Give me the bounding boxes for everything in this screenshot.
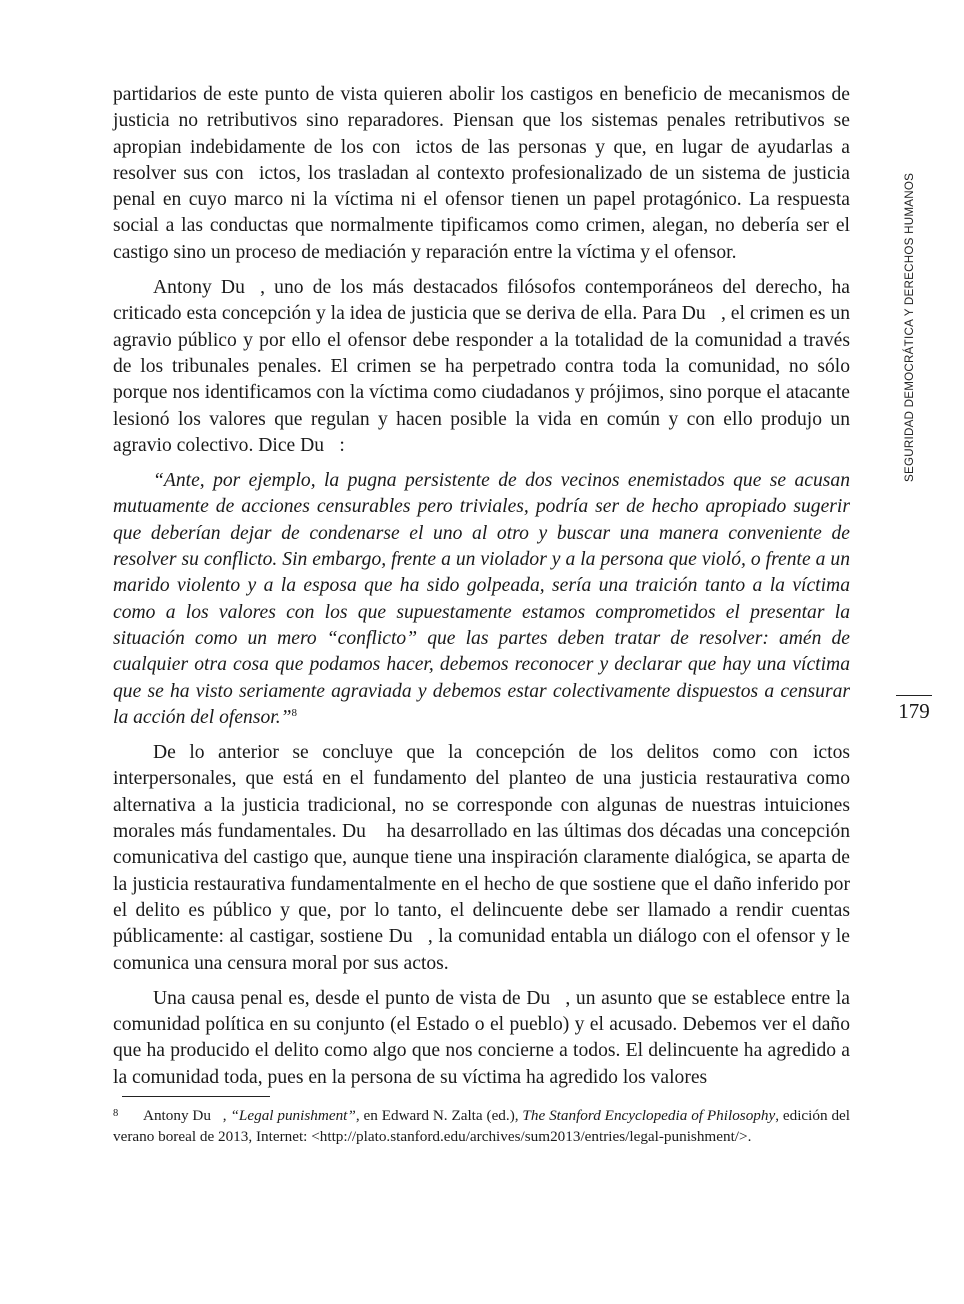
footnote xyxy=(113,1104,850,1147)
footnote-separator xyxy=(122,1096,270,1097)
paragraph-2: Antony Du , uno de los más destacados filósofos contemporáneos del derecho, ha criticado esta concepción y la idea de justicia que se deriva de ella. Para Du , el crimen es un agravio público y por ello el ofensor debe responder a la totalidad de la comunidad a través de los tribunales penales. El crimen se ha perpetrado contra toda la comunidad, no sólo porque nos identificamos con la víctima como ciudadanos y prójimos, sino porque el atacante lesionó los valores que regulan y hacen posible la vida en común y con ello produjo un agravio colectivo. Dice Du : xyxy=(113,277,850,456)
footnote-editor: , en Edward N. Zalta (ed.), xyxy=(355,1107,523,1124)
footnote-article-title: “Legal punishment” xyxy=(230,1107,356,1124)
footnote-author: Antony Du , xyxy=(143,1107,231,1124)
footnote-details: , edición del verano boreal de 2013, Internet: <http://plato.stanford.edu/archives/sum2013/entries/legal-punishment/>. xyxy=(113,1107,851,1145)
paragraph-3: De lo anterior se concluye que la concepción de los delitos como con ictos interpersonales, que está en el fundamento del planteo de una justicia restaurativa como alternativa a la justicia tradicional, no se corresponde con algunas de nuestras intuiciones morales más fundamentales. Du  ha desarrollado en las últimas dos décadas una concepción comunicativa del castigo que, aunque tiene una inspiración claramente dialógica, se aparta de la justicia restaurativa fundamentalmente en el hecho de que sostiene que el daño inferido por el delito es público y que, por lo tanto, el delincuente debe ser llamado a rendir cuentas públicamente: al castigar, sostiene Du , la comunidad entabla un diálogo con el ofensor y le comunica una censura moral por sus actos. xyxy=(113,742,850,974)
paragraph-1: partidarios de este punto de vista quieren abolir los castigos en beneficio de mecanismos de justicia no retributivos sino reparadores. Piensan que los sistemas penales retributivos se apropian indebidamente de los con ictos de las personas y que, en lugar de ayudarlas a resolver sus con ictos, los trasladan al contexto profesionalizado de un sistema de justicia penal en cuyo marco ni la víctima ni el ofensor tienen un papel protagónico. La respuesta social a las conductas que normalmente tipificamos como crimen, alegan, no debería ser el castigo sino un proceso de mediación y reparación entre la víctima y el ofensor. xyxy=(113,84,850,263)
page-number-rule xyxy=(896,695,932,696)
quote-text: “Ante, por ejemplo, la pugna persistente de dos vecinos enemistados que se acusan mutuamente de acciones censurables pero triviales, podría ser de hecho apropiado sugerir que deberían dejar de condenarse el uno al otro y buscar una manera conveniente de resolver su conflicto. Sin embargo, frente a un violador y a la persona que violó, o frente a un marido violento y a la esposa que ha sido golpeada, sería una traición tanto a la víctima como a los valores con los que supuestamente estamos comprometidos el presentar la situación como un mero “conflicto” que las partes deben tratar de resolver: amén de cualquier otra cosa que podamos hacer, debemos reconocer y declarar que hay una víctima que se ha visto seriamente agraviada y debemos estar colectivamente dispuestos a censurar la acción del ofensor.” xyxy=(113,470,850,728)
running-header: SEGURIDAD DEMOCRÁTICA Y DERECHOS HUMANOS xyxy=(903,172,916,482)
footnote-number: 8 xyxy=(113,1108,119,1119)
body-text xyxy=(113,82,850,1091)
footnote-work-title: The Stanford Encyclopedia of Philosophy xyxy=(522,1107,776,1124)
block-quote xyxy=(113,468,850,731)
paragraph-4: Una causa penal es, desde el punto de vista de Du , un asunto que se establece entre la comunidad política en su conjunto (el Estado o el pueblo) y el acusado. Debemos ver el daño que ha producido el delito como algo que nos concierne a todos. El delincuente ha agredido a la comunidad toda, pues en la persona de su víctima ha agredido los valores xyxy=(113,987,850,1088)
footnote-reference[interactable]: 8 xyxy=(291,706,298,719)
page-number: 179 xyxy=(898,699,930,723)
